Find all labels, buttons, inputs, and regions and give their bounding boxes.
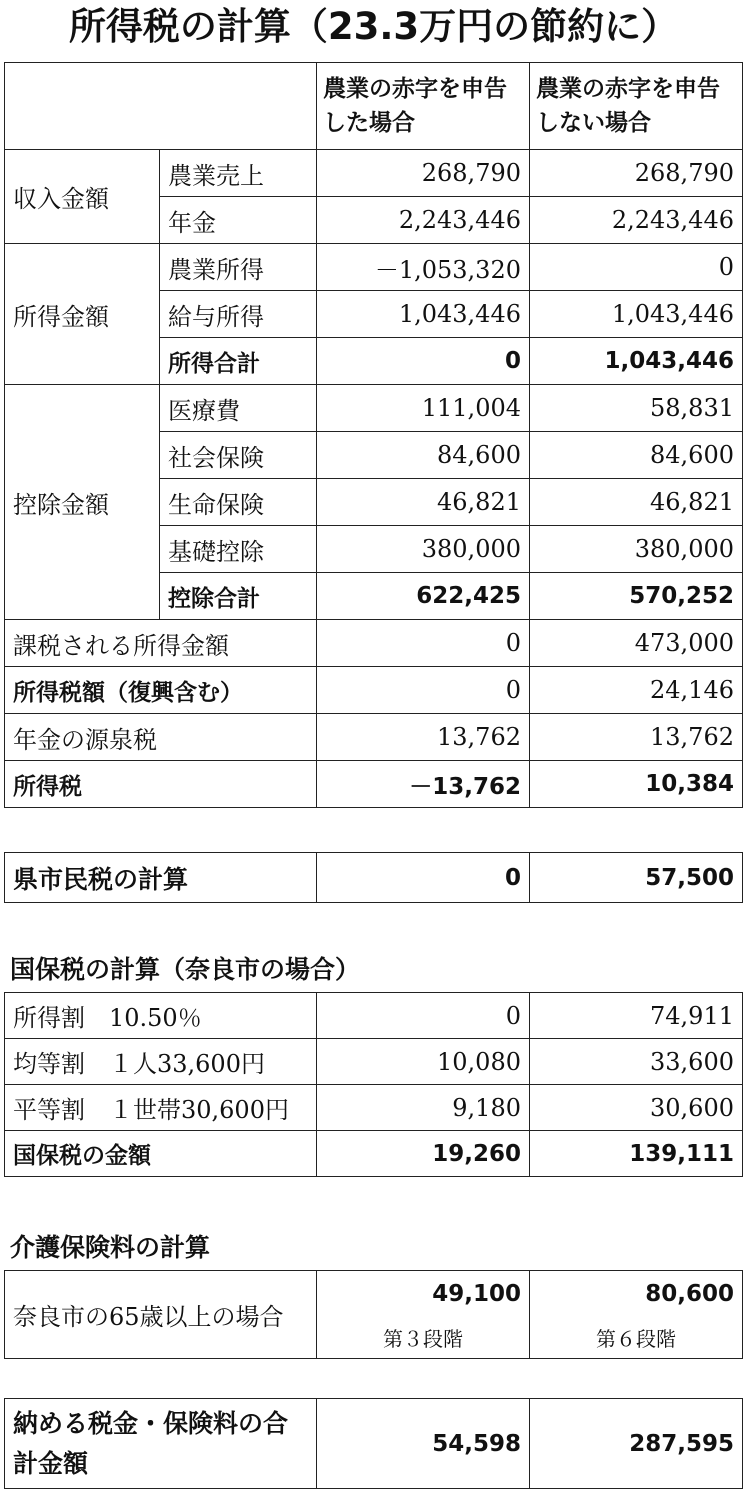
table-row-total (5, 1131, 743, 1177)
table-row (5, 993, 743, 1039)
row-label: 納める税金・保険料の合計金額 (5, 1399, 317, 1489)
value-with: 1,043,446 (317, 291, 530, 338)
table-row (5, 667, 743, 714)
value-without: 2,243,446 (530, 197, 743, 244)
column-header-without-deficit: 農業の赤字を申告しない場合 (530, 63, 743, 150)
value-without: 268,790 (530, 150, 743, 197)
value-without: 380,000 (530, 526, 743, 573)
header-row (5, 63, 743, 150)
value-without: 10,384 (530, 761, 743, 808)
value-without: 74,911 (530, 993, 743, 1039)
table-row (5, 714, 743, 761)
row-label: 課税される所得金額 (5, 620, 317, 667)
care-table (4, 1270, 743, 1359)
value-without: 57,500 (530, 853, 743, 903)
value-with: －1,053,320 (317, 244, 530, 291)
row-label: 均等割 １人33,600円 (5, 1039, 317, 1085)
table-row (5, 1039, 743, 1085)
value-with: 0 (317, 853, 530, 903)
value-with: 13,762 (317, 714, 530, 761)
value-with: 0 (317, 338, 530, 385)
value-with: 10,080 (317, 1039, 530, 1085)
table-row-total (5, 1399, 743, 1489)
value-without: 58,831 (530, 385, 743, 432)
value-without: 473,000 (530, 620, 743, 667)
value-without: 30,600 (530, 1085, 743, 1131)
value-without: 139,111 (530, 1131, 743, 1177)
value-without: 1,043,446 (530, 291, 743, 338)
page-title: 所得税の計算（23.3万円の節約に） (68, 5, 679, 48)
table-row (5, 385, 743, 432)
row-label: 基礎控除 (160, 526, 317, 573)
resident-tax-table (4, 852, 743, 903)
table-row-total (5, 853, 743, 903)
group-label-revenue: 収入金額 (5, 150, 160, 244)
row-label: 農業所得 (160, 244, 317, 291)
row-label: 県市民税の計算 (5, 853, 317, 903)
value-without: 570,252 (530, 573, 743, 620)
value-without: 84,600 (530, 432, 743, 479)
value-with: 9,180 (317, 1085, 530, 1131)
value-with: 380,000 (317, 526, 530, 573)
value-with: 2,243,446 (317, 197, 530, 244)
group-label-deduction: 控除金額 (5, 385, 160, 620)
stage-without: 第６段階 (530, 1317, 743, 1359)
stage-with: 第３段階 (317, 1317, 530, 1359)
value-without: 13,762 (530, 714, 743, 761)
value-with: 49,100 (317, 1271, 530, 1317)
row-label: 国保税の金額 (5, 1131, 317, 1177)
value-with: －13,762 (317, 761, 530, 808)
header-blank (5, 63, 317, 150)
value-with: 268,790 (317, 150, 530, 197)
value-with: 0 (317, 620, 530, 667)
value-with: 46,821 (317, 479, 530, 526)
value-with: 0 (317, 667, 530, 714)
value-with: 622,425 (317, 573, 530, 620)
table-row-total (5, 761, 743, 808)
row-label: 奈良市の65歳以上の場合 (5, 1271, 317, 1359)
row-label: 所得税額（復興含む） (5, 667, 317, 714)
group-label-income: 所得金額 (5, 244, 160, 385)
table-row (5, 1271, 743, 1317)
value-with: 19,260 (317, 1131, 530, 1177)
row-label: 給与所得 (160, 291, 317, 338)
income-tax-table (4, 62, 743, 808)
value-with: 84,600 (317, 432, 530, 479)
table-row (5, 620, 743, 667)
row-label: 社会保険 (160, 432, 317, 479)
value-without: 80,600 (530, 1271, 743, 1317)
table-row (5, 1085, 743, 1131)
value-without: 33,600 (530, 1039, 743, 1085)
row-label: 所得割 10.50％ (5, 993, 317, 1039)
row-label: 年金 (160, 197, 317, 244)
nhi-table (4, 992, 743, 1177)
row-label: 所得合計 (160, 338, 317, 385)
table-row (5, 244, 743, 291)
row-label: 年金の源泉税 (5, 714, 317, 761)
value-with: 0 (317, 993, 530, 1039)
care-heading: 介護保険料の計算 (10, 1233, 211, 1262)
value-without: 1,043,446 (530, 338, 743, 385)
row-label: 医療費 (160, 385, 317, 432)
row-label: 農業売上 (160, 150, 317, 197)
table-row (5, 150, 743, 197)
value-without: 46,821 (530, 479, 743, 526)
value-with: 111,004 (317, 385, 530, 432)
value-without: 287,595 (530, 1399, 743, 1489)
row-label: 所得税 (5, 761, 317, 808)
row-label: 平等割 １世帯30,600円 (5, 1085, 317, 1131)
grand-total-table (4, 1398, 743, 1489)
value-with: 54,598 (317, 1399, 530, 1489)
value-without: 0 (530, 244, 743, 291)
column-header-with-deficit: 農業の赤字を申告した場合 (317, 63, 530, 150)
value-without: 24,146 (530, 667, 743, 714)
row-label: 控除合計 (160, 573, 317, 620)
row-label: 生命保険 (160, 479, 317, 526)
nhi-heading: 国保税の計算（奈良市の場合） (10, 955, 361, 984)
